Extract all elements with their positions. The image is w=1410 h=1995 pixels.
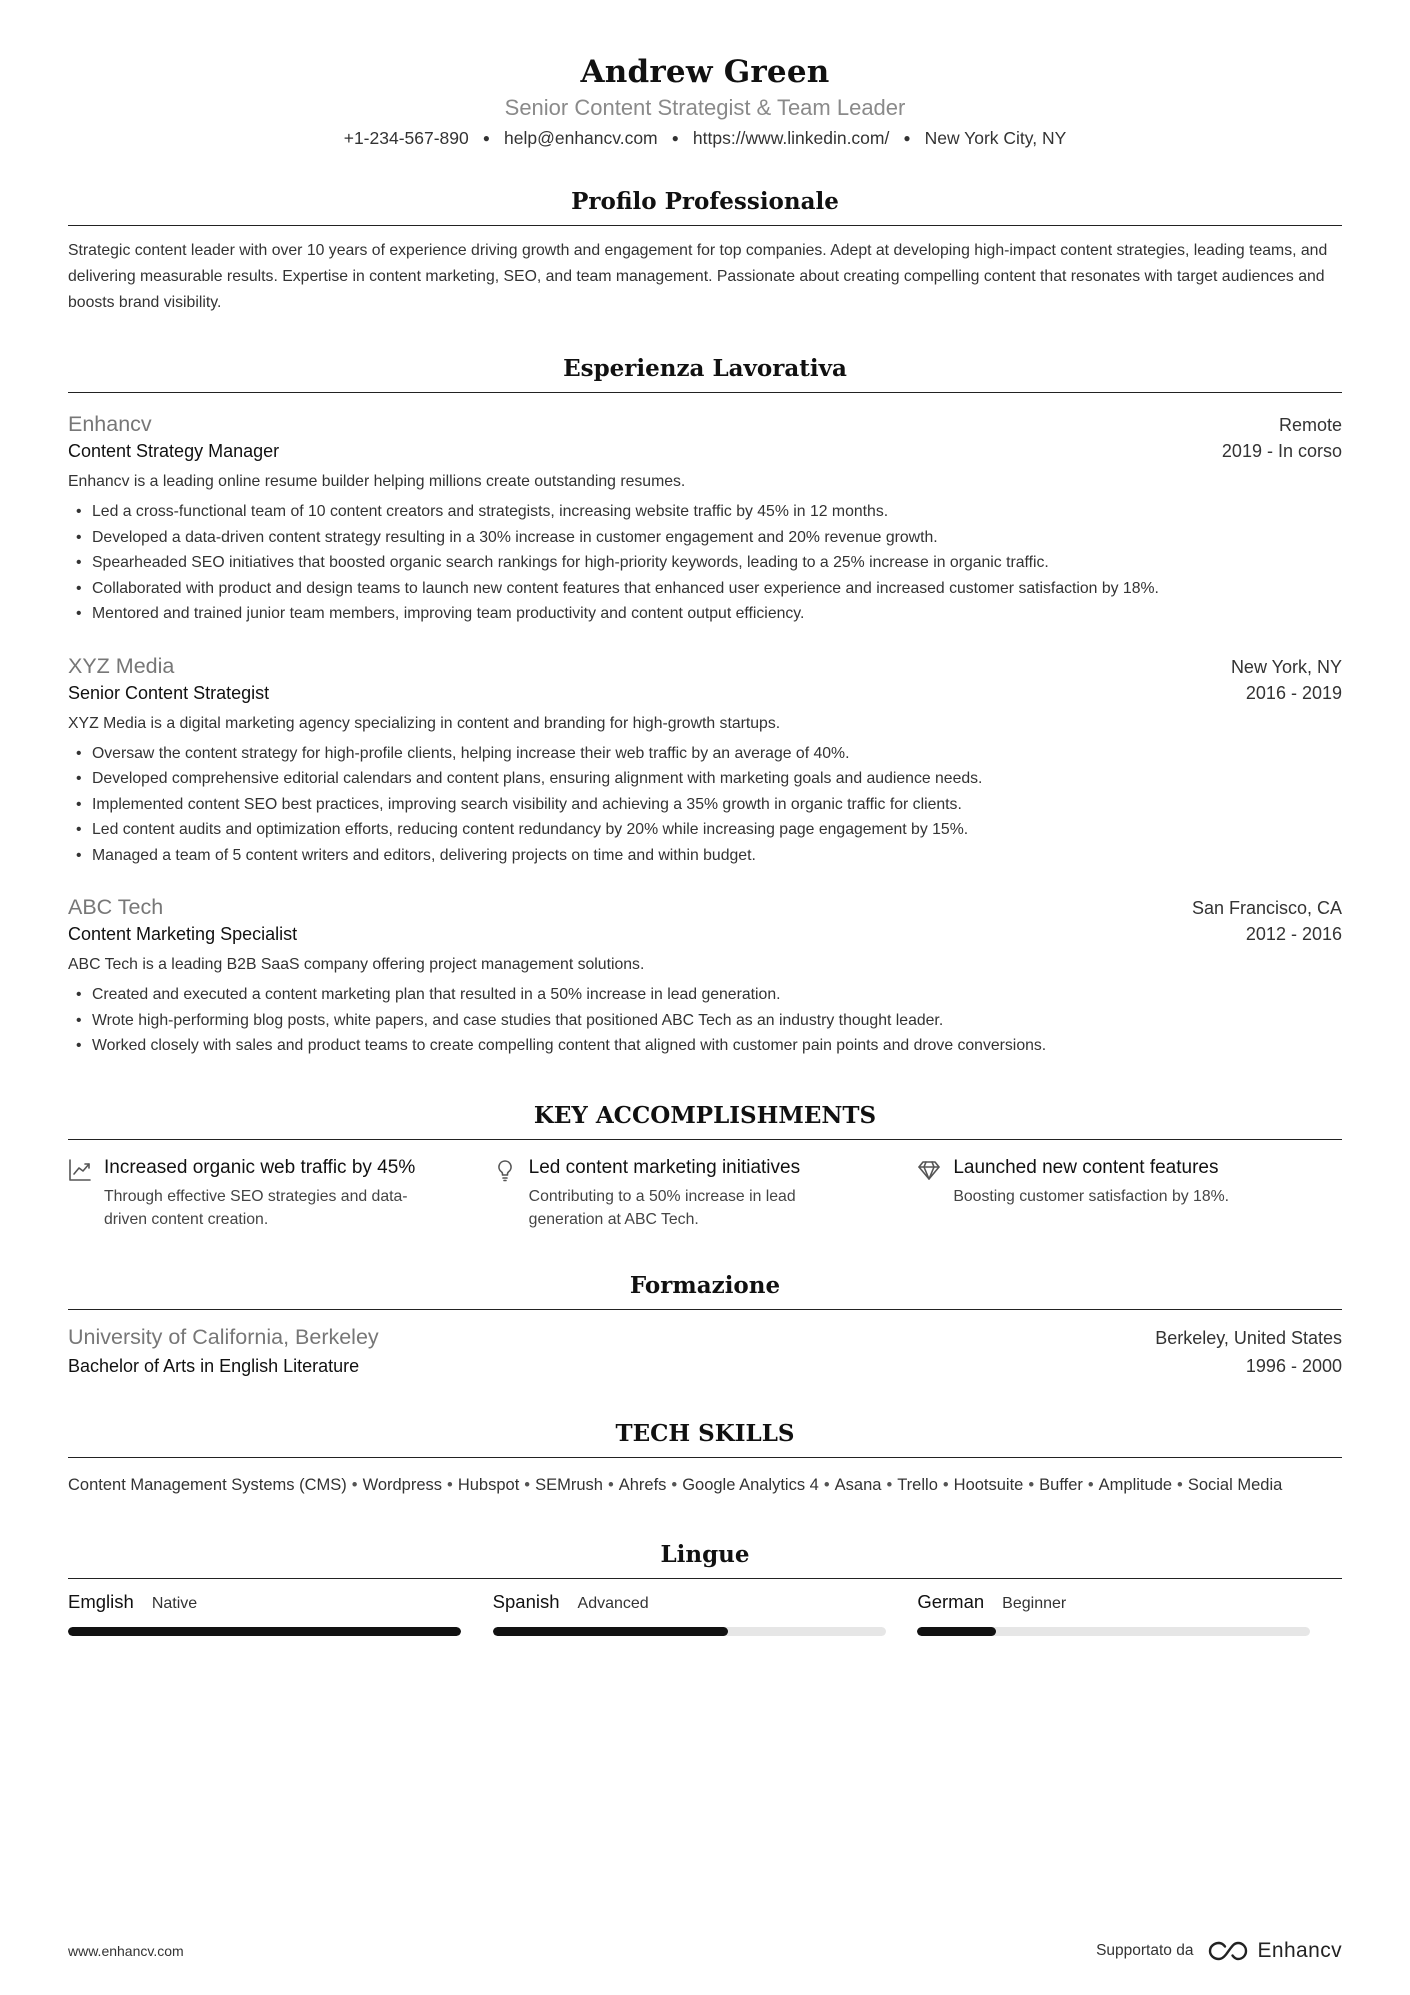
language-level: Native xyxy=(151,1594,198,1612)
trending-up-icon xyxy=(68,1154,104,1231)
job-entry xyxy=(68,651,1342,869)
company-name: ABC Tech xyxy=(68,895,164,919)
skill-item: Ahrefs xyxy=(618,1475,667,1494)
bullet-item: • Oversaw the content strategy for high-profile clients, helping increase their web traffic by an average of 40%. xyxy=(68,741,1342,767)
skill-item: Social Media xyxy=(1187,1475,1283,1494)
summary-section xyxy=(68,187,1342,316)
language-name: Emglish xyxy=(68,1590,134,1612)
job-dates: 2016 - 2019 xyxy=(1245,682,1342,703)
section-title: KEY ACCOMPLISHMENTS xyxy=(68,1101,1342,1140)
skill-item: Trello xyxy=(897,1475,938,1494)
experience-section xyxy=(68,354,1342,1059)
language-level: Beginner xyxy=(1002,1594,1067,1612)
proficiency-fill xyxy=(493,1627,729,1636)
brand-name: Enhancv xyxy=(1257,1939,1342,1962)
skill-item: Buffer xyxy=(1039,1475,1083,1494)
accomplishment-text: Boosting customer satisfaction by 18%. xyxy=(953,1187,1230,1205)
proficiency-fill xyxy=(68,1627,461,1636)
accomplishment-item xyxy=(493,1154,918,1231)
company-description: Enhancv is a leading online resume builder helping millions create outstanding resumes. xyxy=(68,473,686,490)
skill-item: Amplitude xyxy=(1098,1475,1173,1494)
location: New York City, NY xyxy=(924,128,1067,148)
candidate-tagline: Senior Content Strategist & Team Leader xyxy=(504,95,906,120)
bullet-item: • Worked closely with sales and product teams to create compelling content that aligned with customer pain points and drove conversions. xyxy=(68,1033,1342,1059)
education-dates: 1996 - 2000 xyxy=(1245,1355,1342,1376)
job-bullets xyxy=(68,982,1342,1059)
separator-dot-icon: ● xyxy=(903,131,911,145)
bullet-item: • Managed a team of 5 content writers and editors, delivering projects on time and within budget. xyxy=(68,843,1342,869)
language-name: Spanish xyxy=(492,1590,560,1612)
separator-dot-icon: ● xyxy=(482,131,490,145)
summary-text: Strategic content leader with over 10 years of experience driving growth and engagement for top companies. Adept at developing high-impact content strategies, leading teams, and delivering measurable results. Expertise in content marketing, SEO, and team management. Passionate about creating compelling content that resonates with target audiences and boosts brand visibility. xyxy=(68,242,1328,311)
job-bullets xyxy=(68,741,1342,869)
bullet-item: • Developed a data-driven content strategy resulting in a 30% increase in customer engagement and 20% revenue growth. xyxy=(68,525,1342,551)
job-location: Remote xyxy=(1278,415,1342,435)
bullet-item: • Led a cross-functional team of 10 content creators and strategists, increasing website traffic by 45% in 12 months. xyxy=(68,499,1342,525)
bullet-item: • Developed comprehensive editorial calendars and content plans, ensuring alignment with marketing goals and audience needs. xyxy=(68,766,1342,792)
language-item xyxy=(493,1591,918,1636)
candidate-name: Andrew Green xyxy=(580,54,830,90)
accomplishment-title: Increased organic web traffic by 45% xyxy=(104,1156,416,1178)
company-description: XYZ Media is a digital marketing agency specializing in content and branding for high-growth startups. xyxy=(68,714,781,732)
accomplishment-text: Contributing to a 50% increase in lead generation at ABC Tech. xyxy=(528,1187,796,1228)
phone[interactable]: +1-234-567-890 xyxy=(343,128,469,148)
languages-section xyxy=(68,1540,1342,1636)
section-title: Profilo Professionale xyxy=(68,187,1342,226)
powered-by-label: Supportato da xyxy=(1096,1942,1194,1959)
bullet-item: • Created and executed a content marketing plan that resulted in a 50% increase in lead generation. xyxy=(68,982,1342,1008)
skills-list: Content Management Systems (CMS) • Wordpress • Hubspot • SEMrush • Ahrefs • Google Analytics 4 • Asana • Trello • Hootsuite • Buffer • Amplitude • Social Media xyxy=(68,1475,1283,1494)
bullet-item: • Spearheaded SEO initiatives that boosted organic search rankings for high-priority keywords, leading to a 25% increase in organic traffic. xyxy=(68,550,1342,576)
education-section xyxy=(68,1271,1342,1381)
resume-page xyxy=(68,0,1342,1636)
accomplishment-title: Led content marketing initiatives xyxy=(528,1156,801,1178)
bullet-item: • Implemented content SEO best practices, improving search visibility and achieving a 35% growth in organic traffic for clients. xyxy=(68,792,1342,818)
language-name: German xyxy=(917,1590,985,1612)
job-entry xyxy=(68,892,1342,1059)
company-name: XYZ Media xyxy=(68,653,175,678)
job-entry xyxy=(68,409,1342,627)
job-role: Content Strategy Manager xyxy=(68,441,280,461)
job-dates: 2019 - In corso xyxy=(1221,441,1342,461)
bullet-item: • Led content audits and optimization efforts, reducing content redundancy by 20% while increasing page engagement by 15%. xyxy=(68,817,1342,843)
section-title: Lingue xyxy=(68,1540,1342,1579)
separator-dot-icon: ● xyxy=(671,131,679,145)
proficiency-bar xyxy=(68,1627,461,1636)
accomplishment-item xyxy=(917,1154,1342,1231)
skill-item: Asana xyxy=(834,1475,882,1494)
skill-item: Content Management Systems (CMS) xyxy=(68,1475,347,1494)
skill-item: Hubspot xyxy=(457,1475,520,1494)
section-title: Formazione xyxy=(68,1271,1342,1310)
job-role: Content Marketing Specialist xyxy=(68,924,298,944)
diamond-icon xyxy=(917,1154,953,1231)
degree: Bachelor of Arts in English Literature xyxy=(68,1355,360,1376)
section-title: Esperienza Lavorativa xyxy=(68,354,1342,393)
job-role: Senior Content Strategist xyxy=(68,682,270,703)
job-bullets xyxy=(68,499,1342,627)
bullet-item: • Collaborated with product and design teams to launch new content features that enhanced user experience and increased customer satisfaction by 18%. xyxy=(68,576,1342,602)
proficiency-bar xyxy=(917,1627,1310,1636)
school-location: Berkeley, United States xyxy=(1155,1327,1342,1348)
skills-section xyxy=(68,1419,1342,1498)
language-level: Advanced xyxy=(577,1594,649,1612)
lightbulb-icon xyxy=(493,1154,529,1231)
enhancv-logo[interactable] xyxy=(1205,1938,1342,1964)
contact-line xyxy=(68,126,1342,150)
job-location: New York, NY xyxy=(1230,656,1342,677)
linkedin-link[interactable]: https://www.linkedin.com/ xyxy=(692,128,890,148)
skill-item: Wordpress xyxy=(362,1475,443,1494)
bullet-item: • Wrote high-performing blog posts, white papers, and case studies that positioned ABC Tech as an industry thought leader. xyxy=(68,1008,1342,1034)
accomplishment-text: Through effective SEO strategies and data-driven content creation. xyxy=(104,1187,408,1228)
skill-item: Google Analytics 4 xyxy=(682,1475,819,1494)
job-dates: 2012 - 2016 xyxy=(1245,924,1342,944)
school-name: University of California, Berkeley xyxy=(68,1324,379,1349)
proficiency-fill xyxy=(917,1627,996,1636)
enhancv-logo-icon xyxy=(1205,1938,1251,1964)
page-footer xyxy=(68,1938,1342,1964)
accomplishments-section xyxy=(68,1101,1342,1231)
language-item xyxy=(68,1591,493,1636)
accomplishment-item xyxy=(68,1154,493,1231)
language-item xyxy=(917,1591,1342,1636)
company-description: ABC Tech is a leading B2B SaaS company offering project management solutions. xyxy=(68,956,645,973)
accomplishment-title: Launched new content features xyxy=(953,1156,1219,1178)
bullet-item: • Mentored and trained junior team members, improving team productivity and content output efficiency. xyxy=(68,601,1342,627)
skill-item: Hootsuite xyxy=(953,1475,1024,1494)
company-name: Enhancv xyxy=(68,412,152,436)
skill-item: SEMrush xyxy=(535,1475,603,1494)
email-link[interactable]: help@enhancv.com xyxy=(504,128,658,148)
proficiency-bar xyxy=(493,1627,886,1636)
resume-header xyxy=(68,0,1342,150)
job-location: San Francisco, CA xyxy=(1191,898,1342,918)
footer-url-link[interactable]: www.enhancv.com xyxy=(68,1943,184,1959)
section-title: TECH SKILLS xyxy=(68,1419,1342,1458)
